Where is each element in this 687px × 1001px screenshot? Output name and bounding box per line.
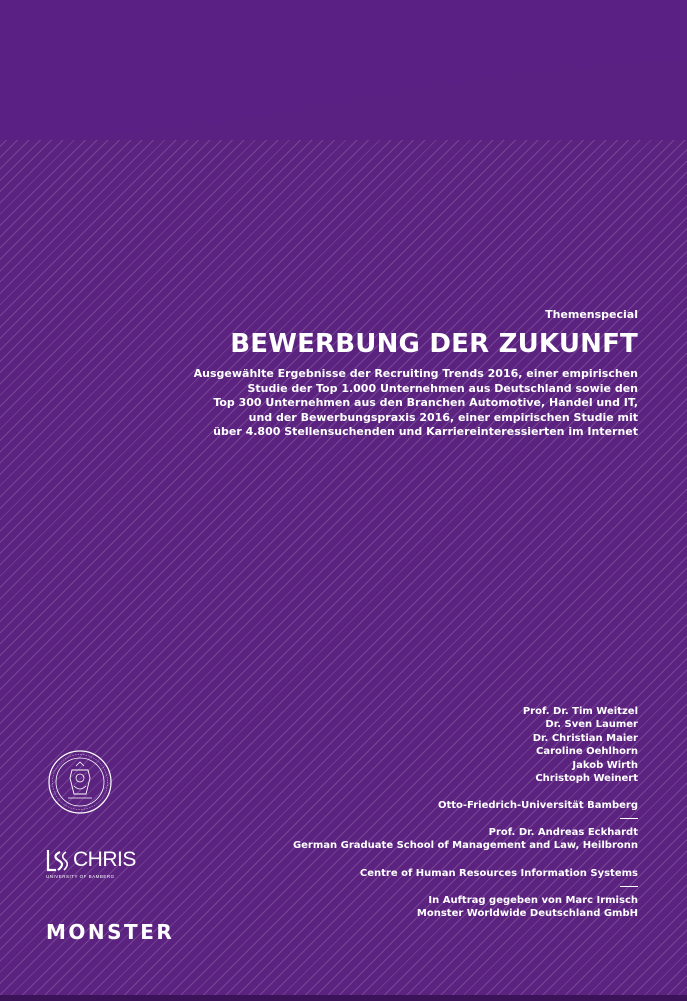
monster-logo: MONSTER — [46, 920, 175, 944]
author-list — [258, 705, 638, 785]
subtitle-line: Top 300 Unternehmen aus den Branchen Automotive, Handel und IT, — [213, 396, 638, 410]
bottom-edge — [0, 995, 687, 1001]
subtitle — [178, 367, 638, 440]
coauthor-school: German Graduate School of Management and Law, Heilbronn — [292, 840, 638, 852]
centre-name: Centre of Human Resources Information Systems — [359, 868, 638, 879]
skyline-graphic — [0, 0, 687, 140]
commission-note — [218, 894, 638, 921]
coauthor-name: Prof. Dr. Andreas Eckhardt — [488, 827, 638, 838]
university-affiliation — [218, 799, 638, 812]
author-name: Christoph Weinert — [535, 773, 638, 785]
subtitle-line: Studie der Top 1.000 Unternehmen aus Deutschland sowie den — [247, 381, 638, 395]
divider — [620, 886, 638, 887]
author-name: Caroline Oehlhorn — [536, 746, 638, 758]
page-title: BEWERBUNG DER ZUKUNFT — [230, 329, 638, 359]
chris-logo-subtext: UNIVERSITY OF BAMBERG — [46, 874, 115, 879]
skyline-band — [0, 0, 687, 140]
author-name: Dr. Christian Maier — [532, 732, 638, 744]
centre-affiliation — [218, 867, 638, 880]
subtitle-line: und der Bewerbungspraxis 2016, einer empirischen Studie mit — [248, 410, 638, 424]
commission-line: In Auftrag gegeben von Marc Irmisch — [428, 895, 638, 906]
chris-logo-mark-icon — [46, 848, 72, 874]
divider — [620, 818, 638, 819]
subtitle-line: über 4.800 Stellensuchenden und Karriereinteressierten im Internet — [213, 425, 638, 439]
coauthor-affiliation — [218, 826, 638, 853]
author-name: Jakob Wirth — [572, 759, 638, 771]
author-name: Dr. Sven Laumer — [545, 719, 638, 731]
author-name: Prof. Dr. Tim Weitzel — [522, 706, 638, 717]
chris-logo-text: CHRIS — [73, 848, 136, 871]
title-block — [178, 308, 638, 440]
kicker: Themenspecial — [545, 308, 638, 321]
commission-line: Monster Worldwide Deutschland GmbH — [416, 908, 638, 920]
subtitle-line: Ausgewählte Ergebnisse der Recruiting Trends 2016, einer empirischen — [193, 367, 638, 380]
university-seal-icon — [46, 748, 114, 816]
university-name: Otto-Friedrich-Universität Bamberg — [437, 800, 638, 811]
